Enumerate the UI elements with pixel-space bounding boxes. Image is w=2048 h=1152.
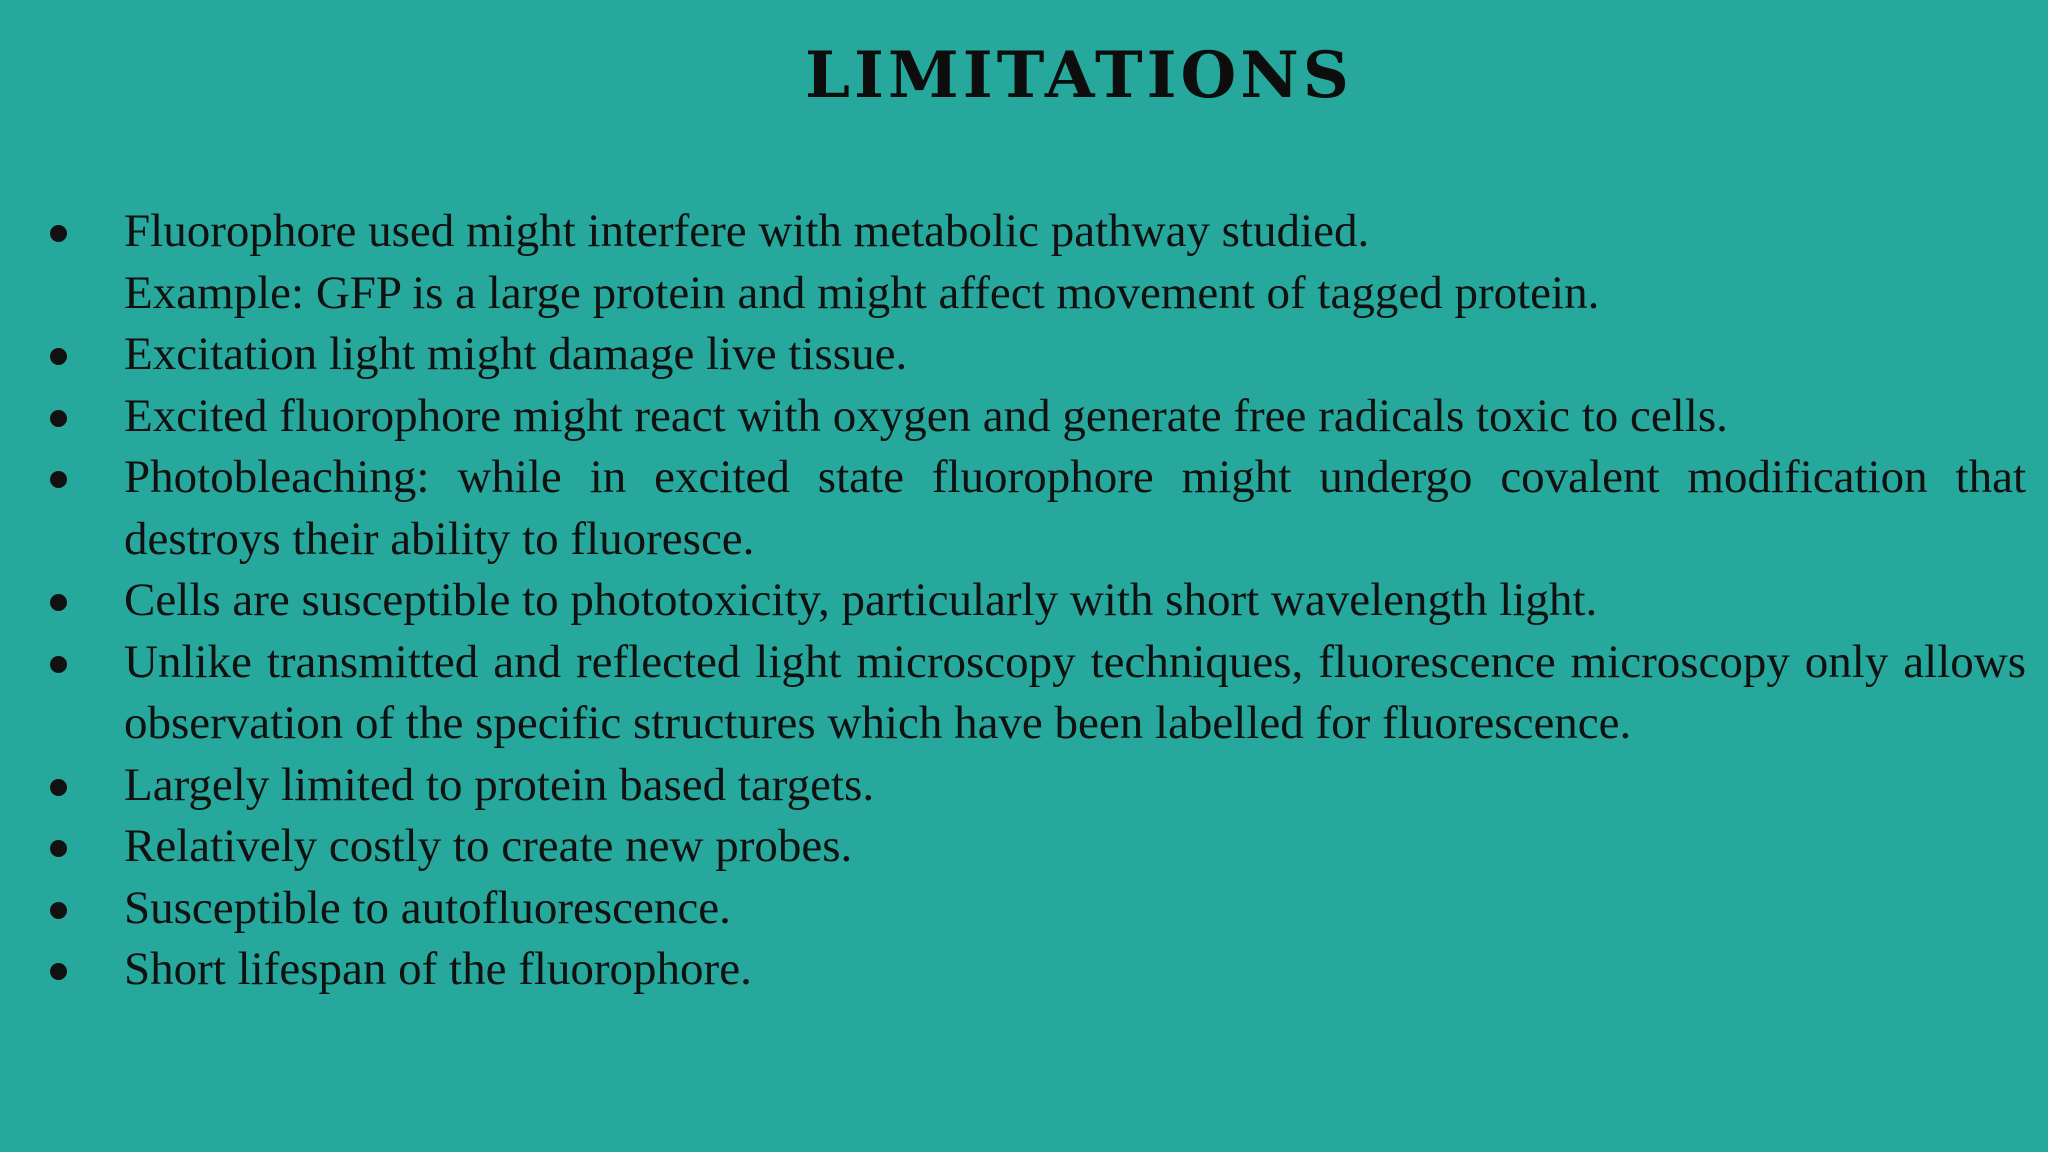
list-item (124, 878, 2026, 940)
list-item (124, 324, 2026, 386)
list-item-text: Susceptible to autofluorescence. (124, 881, 731, 934)
bullet-icon (50, 225, 67, 242)
list-item (124, 570, 2026, 632)
bullet-icon (50, 656, 67, 673)
list-item-text: Unlike transmitted and reflected light microscopy techniques, fluorescence microscopy only allows observation of the specific structures which have been labelled for fluorescence. (124, 635, 2026, 749)
list-item (124, 386, 2026, 448)
limitations-list (124, 201, 2026, 1001)
list-item-text: Cells are susceptible to phototoxicity, particularly with short wavelength light. (124, 574, 1598, 626)
list-item-text: Short lifespan of the fluorophore. (124, 943, 752, 995)
list-item (124, 939, 2026, 1001)
list-item-example: Example: GFP is a large protein and might affect movement of tagged protein. (124, 266, 1600, 319)
bullet-icon (50, 963, 67, 980)
list-item (124, 755, 2026, 817)
bullet-icon (50, 410, 67, 427)
list-item-text: Relatively costly to create new probes. (124, 820, 853, 872)
bullet-icon (50, 902, 67, 919)
bullet-icon (50, 471, 67, 488)
bullet-icon (50, 594, 67, 611)
list-item (124, 632, 2026, 755)
list-item-text: Photobleaching: while in excited state fluorophore might undergo covalent modification that destroys their ability to fluoresce. (124, 451, 2026, 565)
bullet-icon (50, 779, 67, 796)
list-item (124, 201, 2026, 324)
list-item (124, 816, 2026, 878)
list-item (124, 447, 2026, 570)
list-item-text: Largely limited to protein based targets. (124, 758, 875, 811)
list-item-text: Excited fluorophore might react with oxygen and generate free radicals toxic to cells. (124, 389, 1728, 442)
slide-title: LIMITATIONS (804, 38, 1354, 113)
bullet-icon (50, 348, 67, 365)
list-item-text: Fluorophore used might interfere with metabolic pathway studied. (124, 205, 1370, 257)
list-item-text: Excitation light might damage live tissue. (124, 328, 908, 380)
bullet-icon (50, 840, 67, 857)
